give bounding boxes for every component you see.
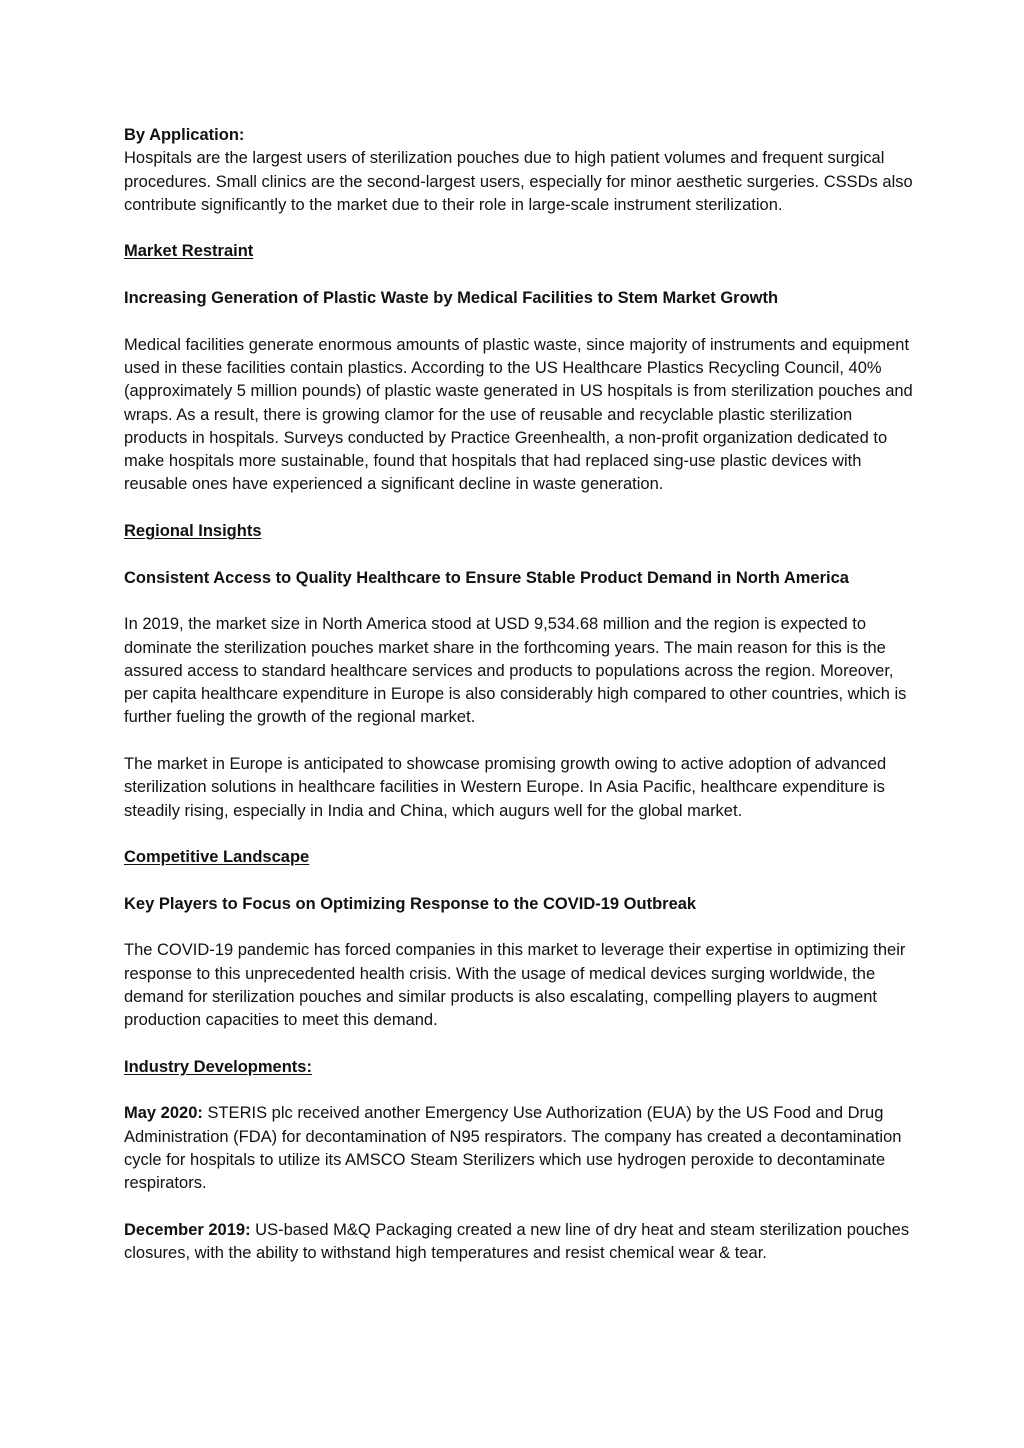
competitive-landscape-section: [124, 846, 914, 869]
regional-insights-section: [124, 520, 914, 543]
market-restraint-subheading: Increasing Generation of Plastic Waste by Medical Facilities to Stem Market Growth: [124, 289, 779, 308]
market-restraint-section: [124, 240, 914, 263]
development-text: US-based M&Q Packaging created a new line of dry heat and steam sterilization pouches closures, with the ability to withstand high temperatures and resist chemical wear & tear.: [124, 1220, 910, 1263]
regional-insights-subheading: Consistent Access to Quality Healthcare to Ensure Stable Product Demand in North America: [124, 568, 849, 587]
development-item: [124, 1102, 914, 1195]
regional-insights-text-2: The market in Europe is anticipated to showcase promising growth owing to active adoption of advanced sterilization solutions in healthcare facilities in Western Europe. In Asia Pacific, healthcare expenditure is steadily rising, especially in India and China, which augurs well for the global market.: [124, 755, 887, 820]
by-application-heading: By Application:: [124, 126, 245, 144]
by-application-section: [124, 124, 914, 217]
competitive-landscape-subheading-paragraph: [124, 893, 914, 916]
industry-developments-heading: Industry Developments:: [124, 1057, 312, 1076]
market-restraint-subheading-paragraph: [124, 287, 914, 310]
competitive-landscape-subheading: Key Players to Focus on Optimizing Response to the COVID-19 Outbreak: [124, 894, 697, 913]
document-page: [124, 124, 914, 1289]
development-date: May 2020:: [124, 1104, 203, 1123]
regional-insights-heading: Regional Insights: [124, 522, 262, 541]
industry-developments-section: [124, 1056, 914, 1079]
development-text: STERIS plc received another Emergency Use Authorization (EUA) by the US Food and Drug Administration (FDA) for decontamination of N95 respirators. The company has created a decontamination cycle for hospitals to utilize its AMSCO Steam Sterilizers which use hydrogen peroxide to decontaminate respirators.: [124, 1104, 902, 1193]
regional-insights-text-1: In 2019, the market size in North America stood at USD 9,534.68 million and the region is expected to dominate the sterilization pouches market share in the forthcoming years. The main reason for this is the assured access to standard healthcare services and products to populations across the region. Moreover, per capita healthcare expenditure in Europe is also considerably high compared to other countries, which is further fueling the growth of the regional market.: [124, 615, 907, 727]
regional-insights-subheading-paragraph: [124, 567, 914, 590]
development-item: [124, 1219, 914, 1266]
market-restraint-heading: Market Restraint: [124, 242, 254, 261]
development-date: December 2019:: [124, 1220, 251, 1239]
by-application-text: Hospitals are the largest users of sterilization pouches due to high patient volumes and frequent surgical procedures. Small clinics are the second-largest users, especially for minor aesthetic surgeries. CSSDs also contribute significantly to the market due to their role in large-scale instrument sterilization.: [124, 149, 913, 214]
competitive-landscape-heading: Competitive Landscape: [124, 848, 310, 867]
competitive-landscape-text: The COVID-19 pandemic has forced companies in this market to leverage their expertise in optimizing their response to this unprecedented health crisis. With the usage of medical devices surging worldwide, the demand for sterilization pouches and similar products is also escalating, compelling players to augment production capacities to meet this demand.: [124, 941, 906, 1030]
market-restraint-text: Medical facilities generate enormous amounts of plastic waste, since majority of instruments and equipment used in these facilities contain plastics. According to the US Healthcare Plastics Recycling Council, 40% (approximately 5 million pounds) of plastic waste generated in US hospitals is from sterilization pouches and wraps. As a result, there is growing clamor for the use of reusable and recyclable plastic sterilization products in hospitals. Surveys conducted by Practice Greenhealth, a non-profit organization dedicated to make hospitals more sustainable, found that hospitals that had replaced sing-use plastic devices with reusable ones have experienced a significant decline in waste generation.: [124, 335, 913, 494]
